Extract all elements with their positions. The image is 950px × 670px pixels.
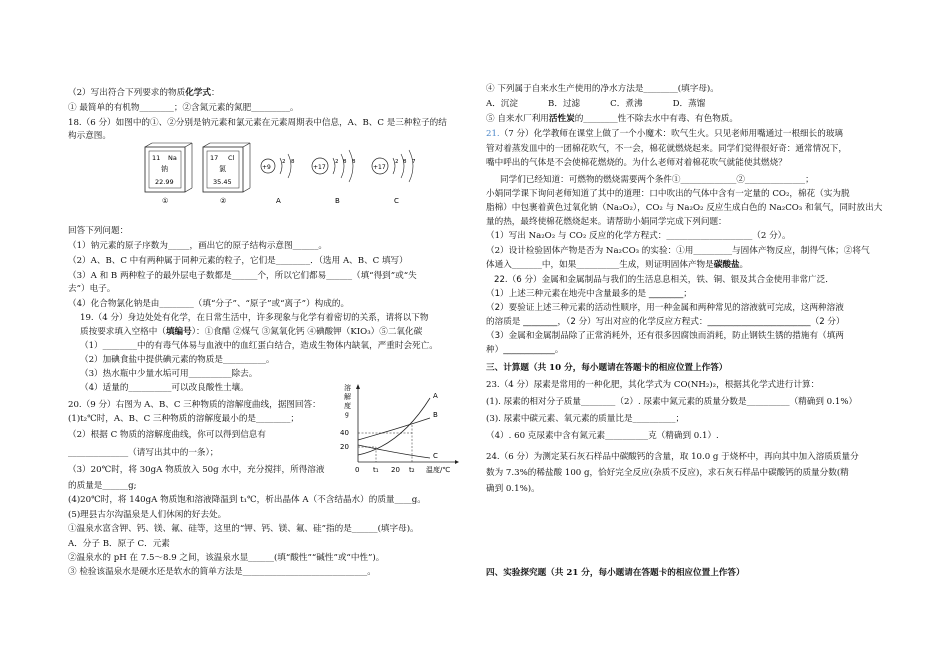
atom-diagram-c xyxy=(372,150,416,205)
q18-part3: （3）A 和 B 两种粒子的最外层电子数都是______个，所以它们都易______（填“得到”或“失 xyxy=(68,271,417,281)
text-span: 活性炭 xyxy=(548,114,575,124)
q20-part5-1: ①温泉水富含钾、钙、镁、氟、硅等，这里的“钾、钙、镁、氟、硅”指的是______(填字母)。 xyxy=(68,524,419,534)
curve-label-a: A xyxy=(433,392,438,400)
graph-xtick-20: 20 xyxy=(391,466,400,474)
svg-text:C: C xyxy=(394,197,399,205)
graph-ytick-40: 40 xyxy=(340,429,349,437)
svg-text:8: 8 xyxy=(352,159,356,165)
q22-part3: （3）金属和金属制品除了正常消耗外，还有很多因腐蚀而消耗，防止钢铁生锈的措施有（填两 xyxy=(486,331,844,341)
text-span: 21. xyxy=(486,129,500,139)
svg-text:氯: 氯 xyxy=(219,165,226,173)
sodium-tile xyxy=(145,143,192,205)
text-span: 化学式 xyxy=(185,88,211,98)
q24-stem-1: 24.（6 分）为测定某石灰石样品中碳酸钙的含量，取 10.0 g 于烧杯中，再向其中加入溶质质量分 xyxy=(486,452,859,462)
text-span: 的________性不除去水中有毒、有色物质。 xyxy=(574,114,738,124)
graph-ylabel-1: 溶 xyxy=(344,384,351,392)
q20-part5-3: ③ 检验该温泉水是硬水还是软水的简单方法是_____________________________。 xyxy=(68,567,376,577)
svg-text:11: 11 xyxy=(152,154,161,162)
q18-part2: （2）A、B、C 中有两种属于同种元素的粒子，它们是________．（选用 A、B、C 填写） xyxy=(68,256,408,266)
text-span: 填编号 xyxy=(165,327,192,337)
graph-ylabel-3: 度 xyxy=(344,402,351,410)
q21-stem-2: 管对着蒸发皿中的一团棉花吹气，不一会，棉花就燃烧起来。同学们觉得很好奇：通常情况下， xyxy=(486,144,847,154)
q21-stem-1 xyxy=(486,129,843,140)
text-span: 质按要求填入空格中（ xyxy=(80,327,166,337)
q20-part5-1-options: A．分子 B．原子 C．元素 xyxy=(68,539,170,549)
q17-part2-line xyxy=(68,88,220,99)
q23-stem: 23.（4 分）尿素是常用的一种化肥，其化学式为 CO(NH₂)₂，根据其化学式进行计算： xyxy=(486,380,820,390)
q20-part3: （3）20℃时，将 30gA 物质放入 50g 水中，充分搅拌，所得溶液 xyxy=(68,465,325,475)
svg-text:8: 8 xyxy=(291,159,295,165)
curve-label-c: C xyxy=(433,452,438,460)
atom-diagram-a xyxy=(261,154,295,205)
text-span: ⑤ 自来水厂利用 xyxy=(486,114,549,124)
q23-part1-2: (1). 尿素的相对分子质量________（2）. 尿素中氮元素的质量分数是__________（精确到 0.1%） xyxy=(486,397,858,407)
q19-part4: （4）适量的__________可以改良酸性土壤。 xyxy=(80,383,249,393)
q19-part3: （3）热水瓶中少量水垢可用__________除去。 xyxy=(80,369,258,379)
q20-part1: (1)t₂℃时，A、B、C 三种物质的溶解度最小的是________； xyxy=(68,414,299,424)
text-span: ）：①食醋 ②煤气 ③氮氧化钙 ④碘酸钾（KIO₃）⑤二氧化碳 xyxy=(191,327,423,337)
graph-ytick-20: 20 xyxy=(340,443,349,451)
solubility-curve-graph xyxy=(330,380,470,475)
graph-ylabel-4: g xyxy=(345,411,349,418)
q21-info-3: 量的热，最终使棉花燃烧起来。请帮助小娟同学完成下列问题： xyxy=(486,217,727,227)
graph-ylabel-2: 解 xyxy=(344,393,351,401)
text-span: 体通入_______中，如果__________生成，则证明固体产物是 xyxy=(486,260,714,270)
q20-part5: (5)理县古尔沟温泉是人们休闲的好去处。 xyxy=(68,510,227,520)
q23-part3: (3). 尿素中碳元素、氧元素的质量比是__________； xyxy=(486,414,685,424)
q24-stem-3: 确到 0.1%)。 xyxy=(486,484,540,494)
svg-text:B: B xyxy=(335,197,340,205)
q20-part2-blank: ______________（请写出其中的一条）； xyxy=(68,448,219,458)
q21-info-2: 脂棉）中包裹着黄色过氧化钠（Na₂O₂），CO₂ 与 Na₂O₂ 反应生成白色的 Na₂CO₃ 和氧气，同时放出大 xyxy=(486,203,883,213)
q21-stem-3: 嘴中呼出的气体是不会使棉花燃烧的。为什么老师对着棉花吹气就能使其燃烧？ xyxy=(486,158,787,168)
chlorine-tile xyxy=(203,143,250,205)
q21-part1: （1）写出 Na₂O₂ 与 CO₂ 反应的化学方程式：____________________（2 分）。 xyxy=(486,231,791,241)
graph-xtick-t2: t₂ xyxy=(409,466,415,474)
r-q20-part5-4: ④ 下列属于自来水生产使用的净水方法是________(填字母)。 xyxy=(486,84,719,94)
svg-text:Cl: Cl xyxy=(228,154,235,162)
curve-a xyxy=(358,398,430,455)
q20-part5-2: ②温泉水的 pH 在 7.5～8.9 之间，该温泉水显______(填“酸性”“碱性”或“中性”)。 xyxy=(68,553,385,563)
q21-part2: （2）设计检验固体产物是否为 Na₂CO₃ 的实验：①用_________与固体产物反应，制得气体；②将气 xyxy=(486,246,870,256)
text-span: （7 分）化学教师在课堂上做了一个小魔术：吹气生火。只见老师用嘴通过一根细长的玻璃 xyxy=(499,129,844,139)
q20-part2: （2）根据 C 物质的溶解度曲线，你可以得到信息有 xyxy=(68,430,266,440)
section-3-heading: 三、计算题（共 10 分，每小题请在答题卡的相应位置上作答） xyxy=(486,363,728,373)
q18-part3-cont: 去”）电子。 xyxy=(68,284,116,294)
graph-xtick-t1: t₁ xyxy=(373,466,379,474)
q22-part3-cont: 种）____________。 xyxy=(486,345,564,355)
svg-text:17: 17 xyxy=(210,154,219,162)
svg-text:8: 8 xyxy=(343,159,347,165)
svg-text:2: 2 xyxy=(335,159,339,165)
q20-part4: (4)20℃时，将 140gA 物质饱和溶液降温到 t₁℃，析出晶体 A（不含结晶水）的质量____g。 xyxy=(68,495,426,505)
q20-stem: 20.（9 分）右图为 A、B、C 三种物质的溶解度曲线，据图回答： xyxy=(68,400,321,410)
curve-b xyxy=(358,418,430,440)
svg-text:②: ② xyxy=(220,197,227,205)
q19-part1: （1）________中的有毒气体易与血液中的血红蛋白结合，造成生物体内缺氧，严重时会死亡。 xyxy=(80,341,438,351)
svg-text:7: 7 xyxy=(412,159,416,165)
r-q20-part5-4-options: A．沉淀 B．过滤 C．煮沸 D．蒸馏 xyxy=(486,99,706,109)
svg-text:2: 2 xyxy=(395,159,399,165)
atom-diagram-b xyxy=(312,150,356,205)
q18-part4: （4）化合物氯化钠是由________（填“分子”、“原子”或“离子”）构成的。 xyxy=(68,299,350,309)
section-4-heading: 四、实验探究题（共 21 分，每小题请在答题卡的相应位置上作答） xyxy=(486,568,745,578)
q18-stem-1: 18.（6 分）如图中的①、②分别是钠元素和氯元素在元素周期表中信息，A、B、C 是三种粒子的结 xyxy=(68,118,447,128)
q20-part3-cont: 的质量是______g; xyxy=(68,481,137,491)
svg-text:+17: +17 xyxy=(373,164,386,171)
svg-text:35.45: 35.45 xyxy=(213,178,232,186)
svg-text:+9: +9 xyxy=(262,164,271,171)
q17-blanks: ① 最简单的有机物________；②含氮元素的氮肥_________。 xyxy=(68,103,299,113)
q24-stem-2: 数为 7.3%的稀盐酸 100 g，恰好完全反应(杂质不反应)，求石灰石样品中碳酸钙的质量分数(精 xyxy=(486,468,849,478)
q19-stem-1: 19.（4 分）身边处处有化学，在日常生活中，许多现象与化学有着密切的关系，请将以下物 xyxy=(80,313,429,323)
q23-part4: （4）. 60 克尿素中含有氮元素__________克（精确到 0.1）. xyxy=(486,431,719,441)
text-span: （2）写出符合下列要求的物质 xyxy=(68,88,186,98)
q19-stem-2 xyxy=(80,327,422,338)
q22-part2-cont: 的溶质是 ________，（2 分）写出对应的化学反应方程式：________________________（2 分） xyxy=(486,317,845,327)
q21-info-1: 小娟同学课下询问老师知道了其中的道理：口中吹出的气体中含有一定量的 CO₂，棉花（实为脱 xyxy=(486,189,850,199)
q21-conditions: 同学们已经知道：可燃物的燃烧需要两个条件①_____________②______________； xyxy=(500,175,814,185)
r-q20-part5-5 xyxy=(486,114,738,125)
curve-label-b: B xyxy=(433,411,438,419)
q22-part2: （2）要验证上述三种元素的活动性顺序，用一种金属和两种常见的溶液就可完成，这两种溶液 xyxy=(486,303,844,313)
curve-c xyxy=(358,445,430,458)
graph-axes xyxy=(356,384,459,464)
graph-xlabel: 温度/℃ xyxy=(426,466,451,474)
svg-text:8: 8 xyxy=(403,159,407,165)
svg-text:钠: 钠 xyxy=(161,165,168,173)
q18-stem-2: 构示意图。 xyxy=(68,131,111,141)
text-span: ： xyxy=(210,88,220,98)
q18-answer-prompt: 回答下列问题： xyxy=(68,226,129,236)
svg-text:①: ① xyxy=(162,197,169,205)
graph-xtick-0: 0 xyxy=(355,466,360,474)
element-structure-figure xyxy=(140,141,450,211)
q22-stem: 22.（6 分）金属和金属制品与我们的生活息息相关，铁、铜、银及其合金使用非常广泛． xyxy=(494,275,834,285)
svg-text:Na: Na xyxy=(168,154,177,162)
svg-text:22.99: 22.99 xyxy=(155,178,174,186)
svg-text:+17: +17 xyxy=(313,164,326,171)
q18-part1: （1）钠元素的原子序数为_____，画出它的原子结构示意图______。 xyxy=(68,241,327,251)
q19-part2: （2）加碘食盐中提供碘元素的物质是__________。 xyxy=(80,355,275,365)
svg-text:2: 2 xyxy=(282,159,286,165)
q21-part2-cont xyxy=(486,260,748,271)
svg-text:A: A xyxy=(276,197,281,205)
q22-part1: （1）上述三种元素在地壳中含量最多的是 ________； xyxy=(486,289,692,299)
text-span: 碳酸盐 xyxy=(713,260,740,270)
text-span: 。 xyxy=(739,260,749,270)
